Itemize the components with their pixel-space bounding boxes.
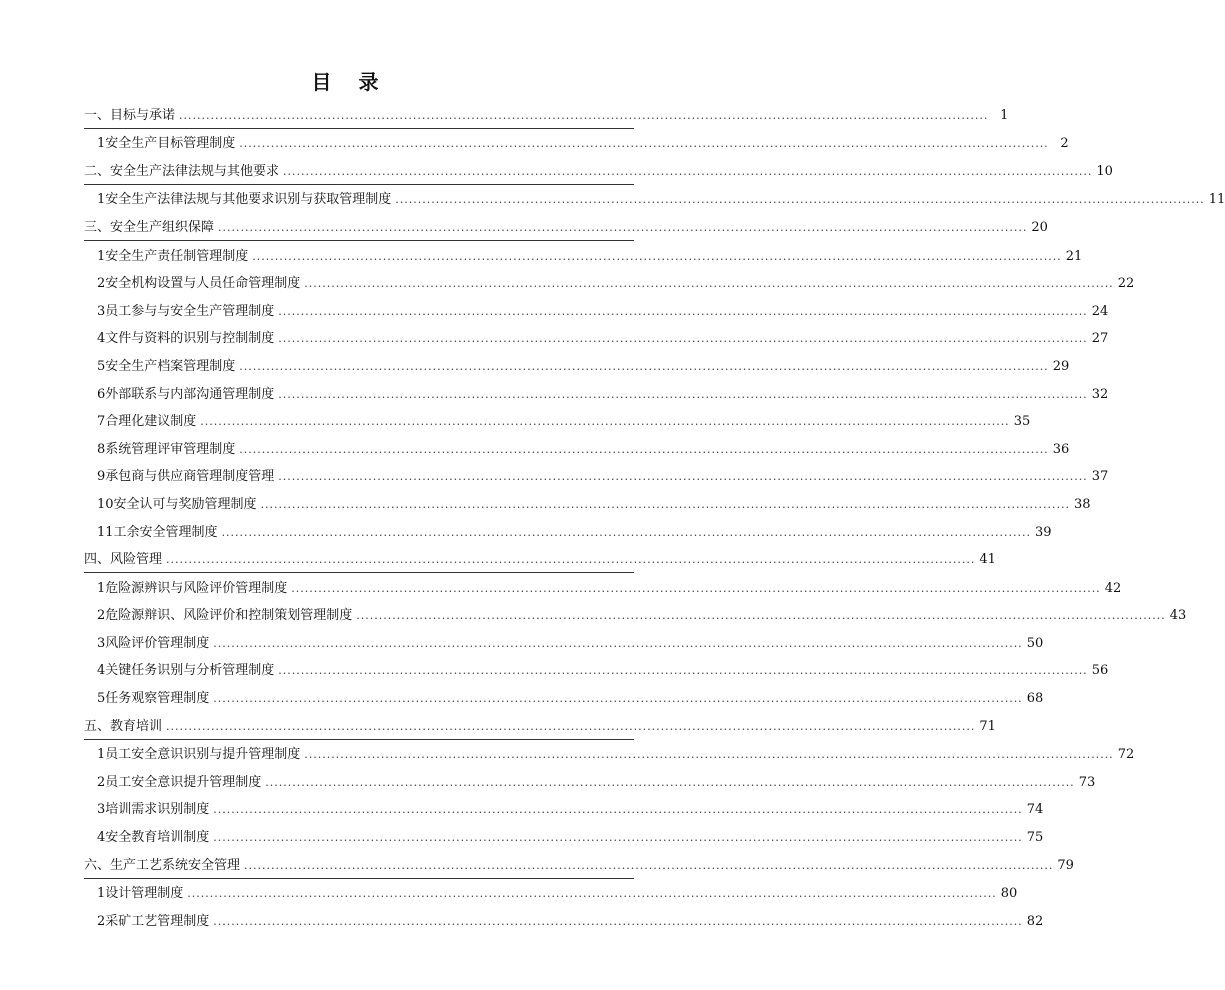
toc-entry-number: 1 — [97, 747, 106, 763]
toc-entry-number: 6 — [97, 386, 106, 402]
toc-entry-number: 1 — [97, 136, 106, 152]
toc-entry-label: 外部联系与内部沟通管理制度 — [105, 386, 275, 402]
toc-page-number: 11 — [1208, 192, 1225, 208]
toc-entry[interactable] — [84, 185, 1225, 213]
toc-entry-number: 3 — [97, 635, 106, 651]
toc-entry-label: 危险源辨识与风险评价管理制度 — [105, 580, 288, 596]
dot-leader: .................................................................................................................................................................................... — [278, 332, 1088, 346]
toc-entry[interactable] — [84, 296, 1109, 324]
toc-entry[interactable] — [84, 351, 1070, 379]
dot-leader: .................................................................................................................................................................................... — [304, 748, 1114, 762]
dot-leader: .................................................................................................................................................................................... — [395, 193, 1205, 207]
toc-page-number: 37 — [1091, 469, 1109, 485]
dot-leader: .................................................................................................................................................................................... — [218, 220, 1028, 234]
toc-entry-label: 文件与资料的识别与控制制度 — [105, 331, 275, 347]
toc-entry-number: 4 — [97, 331, 106, 347]
toc-entry[interactable] — [84, 879, 1018, 907]
toc-page-number: 68 — [1026, 691, 1044, 707]
toc-section-entry[interactable] — [84, 212, 1048, 241]
toc-page-number: 39 — [1034, 524, 1052, 540]
dot-leader: .................................................................................................................................................................................... — [200, 415, 1010, 429]
toc-entry-label: 一、目标与承诺 — [84, 107, 176, 123]
toc-entry-label: 任务观察管理制度 — [105, 691, 210, 707]
toc-page-number: 22 — [1117, 276, 1135, 292]
toc-page-number: 80 — [1000, 886, 1018, 902]
toc-entry-number: 4 — [97, 663, 106, 679]
toc-page-number: 74 — [1026, 802, 1044, 818]
dot-leader: .................................................................................................................................................................................... — [221, 525, 1031, 539]
toc-page-number: 20 — [1031, 219, 1048, 235]
dot-leader: .................................................................................................................................................................................... — [166, 553, 976, 567]
toc-page-number: 56 — [1091, 663, 1109, 679]
dot-leader: .................................................................................................................................................................................... — [304, 277, 1114, 291]
dot-leader: .................................................................................................................................................................................... — [356, 609, 1166, 623]
toc-entry[interactable] — [84, 489, 1091, 517]
toc-entry[interactable] — [84, 129, 1069, 157]
dot-leader: .................................................................................................................................................................................... — [213, 803, 1023, 817]
toc-entry-label: 安全生产目标管理制度 — [105, 136, 236, 152]
toc-entry-number: 3 — [97, 303, 106, 319]
dot-leader: .................................................................................................................................................................................... — [265, 775, 1075, 789]
toc-page-number: 21 — [1065, 248, 1083, 264]
toc-page-number: 35 — [1013, 414, 1031, 430]
toc-entry[interactable] — [84, 906, 1044, 934]
toc-page-number: 41 — [979, 552, 996, 568]
toc-entry[interactable] — [84, 767, 1096, 795]
toc-page-number: 2 — [1060, 136, 1069, 152]
toc-section-entry[interactable] — [84, 100, 1009, 129]
toc-entry-label: 员工安全意识识别与提升管理制度 — [105, 747, 301, 763]
dot-leader: .................................................................................................................................................................................... — [252, 249, 1062, 263]
toc-page-number: 73 — [1078, 774, 1096, 790]
toc-entry-number: 4 — [97, 830, 106, 846]
toc-entry-label: 风险评价管理制度 — [105, 635, 210, 651]
dot-leader: .................................................................................................................................................................................... — [283, 164, 1093, 178]
toc-page-number: 42 — [1104, 580, 1122, 596]
dot-leader: .................................................................................................................................................................................... — [213, 914, 1023, 928]
toc-entry-label: 承包商与供应商管理制度管理 — [105, 469, 275, 485]
toc-entry-label: 四、风险管理 — [84, 552, 163, 568]
toc-entry-label: 安全机构设置与人员任命管理制度 — [105, 276, 301, 292]
toc-entry-number: 9 — [97, 469, 106, 485]
toc-entry-number: 7 — [97, 414, 106, 430]
dot-leader: .................................................................................................................................................................................... — [187, 887, 997, 901]
toc-entry-label: 采矿工艺管理制度 — [105, 913, 210, 929]
dot-leader: .................................................................................................................................................................................... — [291, 581, 1101, 595]
toc-entry[interactable] — [84, 324, 1109, 352]
toc-entry[interactable] — [84, 434, 1070, 462]
toc-entry-label: 关键任务识别与分析管理制度 — [105, 663, 275, 679]
toc-entry-label: 三、安全生产组织保障 — [84, 219, 215, 235]
table-of-contents — [84, 100, 1225, 934]
toc-entry-label: 系统管理评审管理制度 — [105, 441, 236, 457]
toc-page-number: 24 — [1091, 303, 1109, 319]
toc-entry-number: 8 — [97, 441, 106, 457]
toc-entry-number: 3 — [97, 802, 106, 818]
toc-entry[interactable] — [84, 407, 1031, 435]
toc-entry-label: 安全教育培训制度 — [105, 830, 210, 846]
dot-leader: .................................................................................................................................................................................... — [166, 719, 976, 733]
toc-page-number: 43 — [1169, 608, 1187, 624]
toc-entry-number: 1 — [97, 248, 106, 264]
toc-entry[interactable] — [84, 379, 1109, 407]
toc-entry-label: 工余安全管理制度 — [113, 524, 218, 540]
toc-page-number: 27 — [1091, 331, 1109, 347]
toc-entry-label: 员工安全意识提升管理制度 — [105, 774, 262, 790]
dot-leader: .................................................................................................................................................................................... — [278, 387, 1088, 401]
toc-section-entry[interactable] — [84, 545, 996, 574]
toc-entry[interactable] — [84, 517, 1052, 545]
toc-section-entry[interactable] — [84, 850, 1074, 879]
toc-page-number: 10 — [1096, 163, 1113, 179]
toc-entry[interactable] — [84, 683, 1044, 711]
toc-page-number: 38 — [1073, 496, 1091, 512]
toc-entry-number: 5 — [97, 358, 106, 374]
dot-leader: .................................................................................................................................................................................... — [260, 497, 1070, 511]
toc-page-number: 79 — [1057, 857, 1074, 873]
toc-entry[interactable] — [84, 795, 1044, 823]
toc-entry[interactable] — [84, 601, 1187, 629]
toc-entry-label: 六、生产工艺系统安全管理 — [84, 857, 241, 873]
dot-leader: .................................................................................................................................................................................... — [244, 858, 1054, 872]
toc-entry-label: 安全生产法律法规与其他要求识别与获取管理制度 — [105, 192, 392, 208]
toc-page-number: 32 — [1091, 386, 1109, 402]
toc-page-number: 36 — [1052, 441, 1070, 457]
toc-entry[interactable] — [84, 740, 1135, 768]
toc-section-entry[interactable] — [84, 156, 1113, 185]
dot-leader: .................................................................................................................................................................................... — [278, 304, 1088, 318]
toc-entry-number: 1 — [97, 192, 106, 208]
toc-entry-number: 2 — [97, 913, 106, 929]
toc-entry[interactable] — [84, 628, 1044, 656]
toc-entry-label: 合理化建议制度 — [105, 414, 197, 430]
toc-entry-label: 安全生产档案管理制度 — [105, 358, 236, 374]
toc-entry-label: 安全生产责任制管理制度 — [105, 248, 249, 264]
toc-page-number: 50 — [1026, 635, 1044, 651]
toc-page-number: 1 — [1000, 107, 1009, 123]
dot-leader: .................................................................................................................................................................................... — [239, 359, 1049, 373]
toc-entry-label: 安全认可与奖励管理制度 — [113, 496, 257, 512]
toc-entry-label: 设计管理制度 — [105, 886, 184, 902]
toc-entry[interactable] — [84, 241, 1083, 269]
toc-entry-label: 员工参与与安全生产管理制度 — [105, 303, 275, 319]
dot-leader: .................................................................................................................................................................................... — [278, 664, 1088, 678]
toc-entry-number: 11 — [97, 524, 114, 540]
toc-entry-number: 1 — [97, 580, 106, 596]
toc-entry-label: 培训需求识别制度 — [105, 802, 210, 818]
toc-section-entry[interactable] — [84, 711, 996, 740]
toc-entry[interactable] — [84, 573, 1122, 601]
toc-page-number: 29 — [1052, 358, 1070, 374]
dot-leader: .................................................................................................................................................................................... — [278, 470, 1088, 484]
toc-entry-number: 1 — [97, 886, 106, 902]
dot-leader: .................................................................................................................................................................................... — [239, 442, 1049, 456]
toc-entry[interactable] — [84, 462, 1109, 490]
toc-entry-number: 5 — [97, 691, 106, 707]
toc-page-number: 75 — [1026, 830, 1044, 846]
dot-leader: .................................................................................................................................................................................... — [213, 636, 1023, 650]
dot-leader: .................................................................................................................................................................................... — [239, 137, 1049, 151]
toc-entry-label: 五、教育培训 — [84, 718, 163, 734]
dot-leader: .................................................................................................................................................................................... — [213, 692, 1023, 706]
toc-entry[interactable] — [84, 656, 1109, 684]
toc-entry[interactable] — [84, 822, 1044, 850]
toc-page-number: 82 — [1026, 913, 1044, 929]
toc-entry-number: 10 — [97, 496, 114, 512]
toc-entry-number: 2 — [97, 774, 106, 790]
toc-page-number: 71 — [979, 718, 996, 734]
toc-entry-number: 2 — [97, 276, 106, 292]
toc-entry-label: 二、安全生产法律法规与其他要求 — [84, 163, 280, 179]
toc-entry-number: 2 — [97, 608, 106, 624]
dot-leader: .................................................................................................................................................................................... — [213, 831, 1023, 845]
toc-entry[interactable] — [84, 269, 1135, 297]
page-title: 目 录 — [311, 70, 389, 94]
toc-entry-label: 危险源辩识、风险评价和控制策划管理制度 — [105, 608, 353, 624]
toc-page-number: 72 — [1117, 747, 1135, 763]
dot-leader: .................................................................................................................................................................................... — [179, 108, 989, 122]
